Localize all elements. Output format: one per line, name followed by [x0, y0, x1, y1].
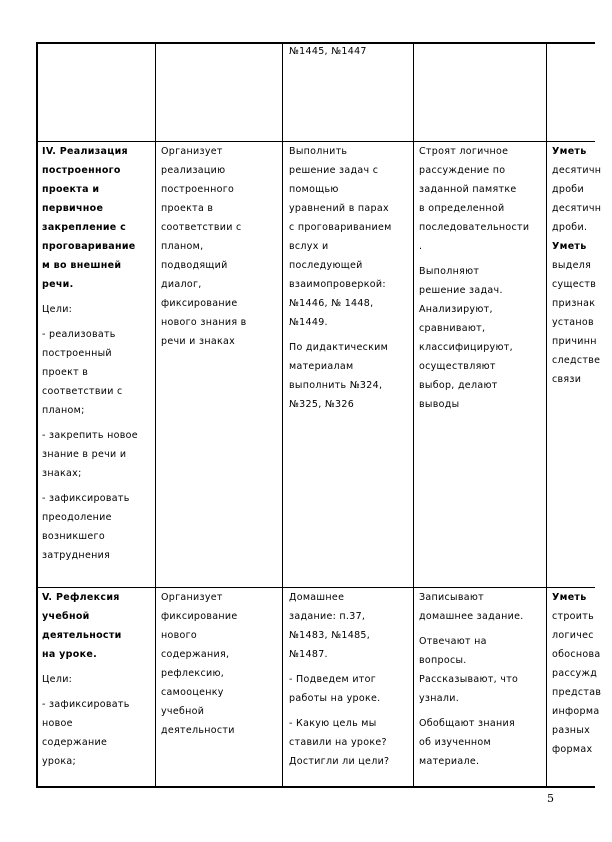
stage-title — [42, 588, 154, 664]
text-line: домашнее задание. — [419, 611, 524, 622]
text-line: возникшего — [42, 531, 105, 542]
text-line: на уроке. — [42, 649, 98, 660]
text-line: связи — [552, 374, 582, 385]
text-line: Записывают — [419, 592, 484, 603]
text-line: Отвечают на — [419, 636, 487, 647]
text-line: построенный — [42, 348, 112, 359]
activity-paragraph — [419, 142, 544, 256]
text-line: рассуждение по — [419, 165, 506, 176]
text-line: информа — [552, 706, 600, 717]
text-line: построенного — [42, 165, 121, 176]
text-line: фиксирование — [161, 611, 238, 622]
text-line: сравнивают, — [419, 323, 486, 334]
text-line: №1445, №1447 — [289, 46, 367, 57]
text-line: десятичн — [552, 165, 602, 176]
text-line: реализацию — [161, 165, 226, 176]
text-line: строить — [552, 611, 595, 622]
text-line: установ — [552, 317, 594, 328]
text-line: учебной — [42, 611, 90, 622]
row2-col1-cell — [42, 588, 154, 777]
text-line: Выполнить — [289, 146, 348, 157]
stage-title — [42, 142, 154, 294]
text-line: затруднения — [42, 550, 111, 561]
text-line: - закрепить новое — [42, 430, 138, 441]
activity-paragraph — [419, 262, 544, 414]
text-line: соответствии с — [161, 222, 242, 233]
text-line: разных — [552, 725, 591, 736]
text-line: проекта и — [42, 184, 100, 195]
goal-item — [42, 695, 154, 771]
text-line: признак — [552, 298, 596, 309]
text-line: диалог, — [161, 279, 202, 290]
text-line: рассужд — [552, 668, 598, 679]
text-line: Уметь — [552, 146, 587, 157]
text-line: последовательности — [419, 222, 530, 233]
text-line: Выполняют — [419, 266, 480, 277]
text-line: знание в речи и — [42, 449, 127, 460]
text-line: деятельности — [42, 630, 122, 641]
activity-paragraph — [419, 632, 544, 708]
column-divider — [546, 42, 547, 788]
text-line: заданной памятке — [419, 184, 517, 195]
text-line: ставили на уроке? — [289, 737, 387, 748]
text-line: самооценку — [161, 687, 224, 698]
text-line: речи и знаках — [161, 336, 236, 347]
text-line: решение задач. — [419, 285, 503, 296]
homework-paragraph — [289, 588, 411, 664]
text-line: планом, — [161, 241, 204, 252]
text-line: решение задач с — [289, 165, 379, 176]
goal-item — [42, 489, 154, 565]
text-line: IV. Реализация — [42, 146, 128, 157]
column-divider — [155, 42, 156, 788]
text-line: об изученном — [419, 737, 491, 748]
text-line: дроби. — [552, 222, 588, 233]
text-line: помощью — [289, 184, 339, 195]
goals-label: Цели: — [42, 674, 73, 685]
text-line: деятельности — [161, 725, 235, 736]
text-line: Организует — [161, 146, 223, 157]
goal-item — [42, 325, 154, 420]
text-line: проговаривание — [42, 241, 136, 252]
text-line: - зафиксировать — [42, 493, 130, 504]
page-number: 5 — [547, 792, 554, 805]
text-line: десятичн — [552, 203, 602, 214]
text-line: формах — [552, 744, 593, 755]
text-line: - зафиксировать — [42, 699, 130, 710]
row2-tasks-cell — [289, 588, 411, 777]
text-line: преодоление — [42, 512, 112, 523]
text-line: урока; — [42, 756, 77, 767]
text-line: выводы — [419, 399, 460, 410]
text-line: в определенной — [419, 203, 505, 214]
goals-label: Цели: — [42, 304, 73, 315]
text-line: осуществляют — [419, 361, 496, 372]
text-line: нового знания в — [161, 317, 247, 328]
text-line: нового — [161, 630, 198, 641]
text-line: следстве — [552, 355, 601, 366]
text-line: м во внешней — [42, 260, 122, 271]
text-line: планом; — [42, 405, 85, 416]
text-line: выполнить №324, — [289, 380, 383, 391]
row2-teacher-activity-cell — [161, 588, 279, 740]
text-line: - реализовать — [42, 329, 116, 340]
row2-skills-cell — [552, 588, 612, 759]
tasks-paragraph — [289, 670, 411, 708]
text-line: Анализируют, — [419, 304, 493, 315]
text-line: вслух и — [289, 241, 329, 252]
text-line: узнали. — [419, 693, 460, 704]
row1-col1-cell — [42, 142, 154, 571]
text-line: №325, №326 — [289, 399, 355, 410]
lesson-plan-table — [36, 42, 602, 788]
text-line: Уметь — [552, 241, 587, 252]
activity-paragraph — [419, 588, 544, 626]
text-line: Организует — [161, 592, 223, 603]
text-line: существ — [552, 279, 597, 290]
text-line: №1487. — [289, 649, 328, 660]
text-line: подводящий — [161, 260, 228, 271]
text-line: материале. — [419, 756, 480, 767]
text-line: уравнений в парах — [289, 203, 389, 214]
text-line: взаимопроверкой: — [289, 279, 386, 290]
text-line: вопросы. — [419, 655, 467, 666]
text-line: с проговариванием — [289, 222, 392, 233]
text-line: речи. — [42, 279, 74, 290]
row2-student-activity-cell — [419, 588, 544, 777]
table-border-left — [36, 42, 38, 788]
row1-teacher-activity-cell — [161, 142, 279, 351]
activity-paragraph — [419, 714, 544, 771]
text-line: Уметь — [552, 592, 587, 603]
text-line: По дидактическим — [289, 342, 389, 353]
text-line: . — [419, 241, 423, 252]
text-line: представ — [552, 687, 602, 698]
text-line: - Подведем итог — [289, 674, 377, 685]
column-divider — [413, 42, 414, 788]
text-line: фиксирование — [161, 298, 238, 309]
row0-col3-cell — [289, 42, 409, 61]
text-line: Строят логичное — [419, 146, 509, 157]
text-line: №1446, № 1448, — [289, 298, 374, 309]
text-line: содержание — [42, 737, 108, 748]
text-line: №1483, №1485, — [289, 630, 371, 641]
row1-skills-cell — [552, 142, 612, 389]
text-line: V. Рефлексия — [42, 592, 120, 603]
column-divider — [282, 42, 283, 788]
text-line: новое — [42, 718, 73, 729]
text-line: выбор, делают — [419, 380, 498, 391]
text-line: задание: п.37, — [289, 611, 366, 622]
text-line: материалам — [289, 361, 354, 372]
text-line: последующей — [289, 260, 363, 271]
text-line: обоснова — [552, 649, 601, 660]
row1-student-activity-cell — [419, 142, 544, 420]
tasks-paragraph — [289, 338, 411, 414]
row1-tasks-cell — [289, 142, 411, 420]
text-line: проект в — [42, 367, 89, 378]
text-line: учебной — [161, 706, 205, 717]
text-line: Рассказывают, что — [419, 674, 519, 685]
text-line: построенного — [161, 184, 235, 195]
text-line: классифицируют, — [419, 342, 513, 353]
text-line: закрепление с — [42, 222, 127, 233]
text-line: рефлексию, — [161, 668, 225, 679]
goal-item — [42, 426, 154, 483]
tasks-paragraph — [289, 142, 411, 332]
text-line: проекта в — [161, 203, 214, 214]
text-line: соответствии с — [42, 386, 123, 397]
text-line: Домашнее — [289, 592, 345, 603]
text-line: №1449. — [289, 317, 328, 328]
text-line: Достигли ли цели? — [289, 756, 390, 767]
text-line: дроби — [552, 184, 584, 195]
text-line: логичес — [552, 630, 594, 641]
tasks-paragraph — [289, 714, 411, 771]
text-line: работы на уроке. — [289, 693, 381, 704]
text-line: Обобщают знания — [419, 718, 516, 729]
text-line: содержания, — [161, 649, 230, 660]
text-line: первичное — [42, 203, 104, 214]
text-line: знаках; — [42, 468, 82, 479]
text-line: выделя — [552, 260, 592, 271]
text-line: причинн — [552, 336, 597, 347]
table-border-bottom — [36, 786, 595, 788]
text-line: - Какую цель мы — [289, 718, 377, 729]
